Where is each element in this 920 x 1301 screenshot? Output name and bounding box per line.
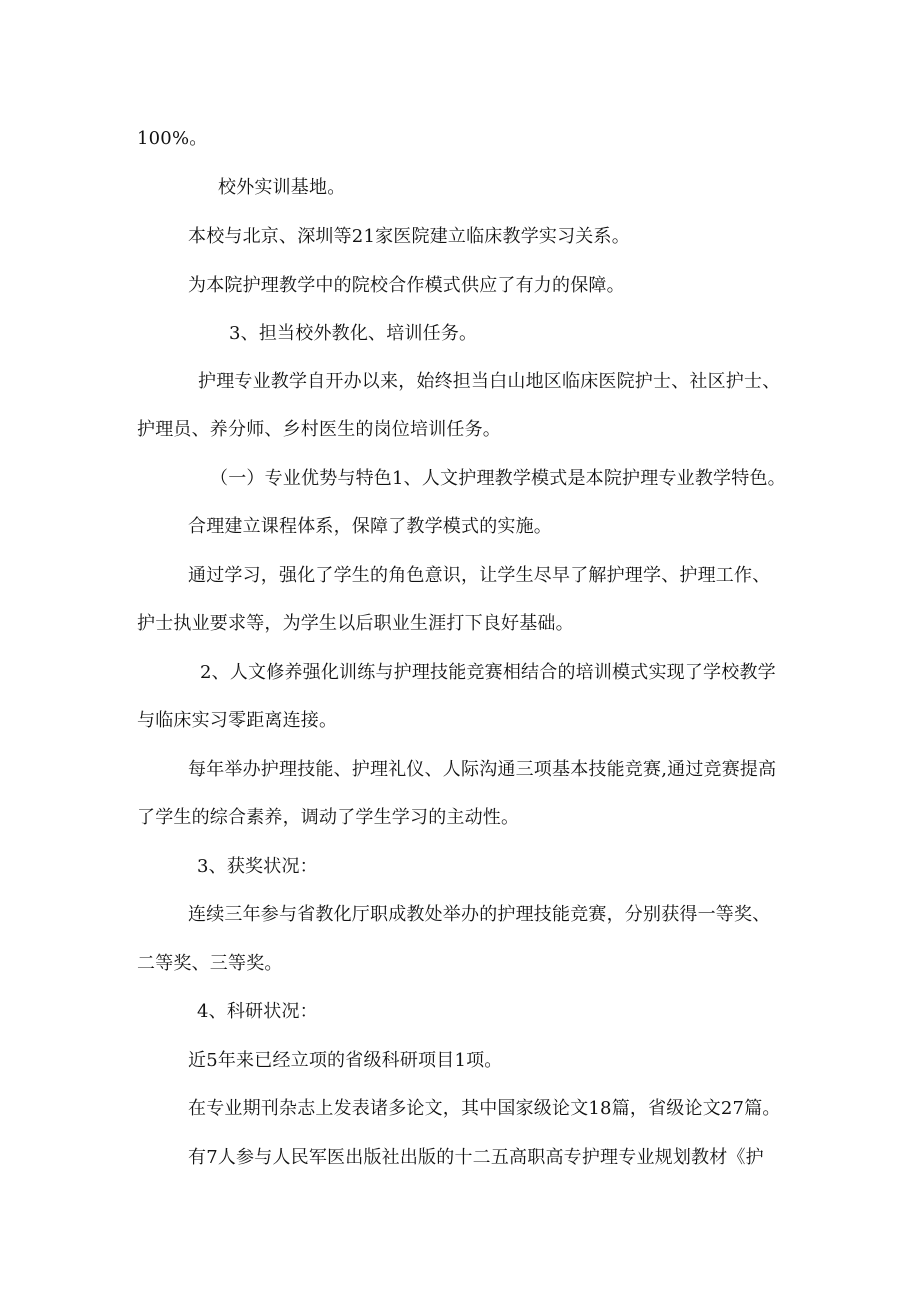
text-line-1: 100%。 (137, 128, 208, 149)
text-line-7: 护理员、养分师、乡村医生的岗位培训任务。 (137, 419, 501, 440)
text-line-17: 连续三年参与省教化厅职成教处举办的护理技能竞赛，分别获得一等奖、 (188, 904, 771, 925)
text-line-18: 二等奖、三等奖。 (137, 953, 283, 974)
text-line-14: 每年举办护理技能、护理礼仪、人际沟通三项基本技能竞赛,通过竞赛提高 (188, 759, 777, 780)
text-line-12: 2、人文修养强化训练与护理技能竞赛相结合的培训模式实现了学校教学 (200, 662, 776, 683)
text-line-11: 护士执业要求等，为学生以后职业生涯打下良好基础。 (137, 613, 574, 634)
text-line-19: 4、科研状况： (197, 1001, 318, 1022)
text-line-9: 合理建立课程体系，保障了教学模式的实施。 (188, 516, 552, 537)
text-line-4: 为本院护理教学中的院校合作模式供应了有力的保障。 (188, 275, 625, 296)
text-line-15: 了学生的综合素养，调动了学生学习的主动性。 (137, 807, 520, 828)
text-line-6: 护理专业教学自开办以来，始终担当白山地区临床医院护士、社区护士、 (198, 371, 781, 392)
text-line-21: 在专业期刊杂志上发表诸多论文，其中国家级论文18篇，省级论文27篇。 (188, 1098, 781, 1119)
text-line-10: 通过学习，强化了学生的角色意识，让学生尽早了解护理学、护理工作、 (188, 565, 771, 586)
text-line-5: 3、担当校外教化、培训任务。 (229, 323, 478, 344)
text-line-3: 本校与北京、深圳等21家医院建立临床教学实习关系。 (188, 226, 630, 247)
text-line-16: 3、获奖状况： (197, 856, 318, 877)
text-line-13: 与临床实习零距离连接。 (137, 710, 338, 731)
text-line-8: （一）专业优势与特色1、人文护理教学模式是本院护理专业教学特色。 (210, 468, 786, 489)
text-line-20: 近5年来已经立项的省级科研项目1项。 (188, 1050, 503, 1071)
text-line-2: 校外实训基地。 (218, 177, 346, 198)
text-line-22: 有7人参与人民军医出版社出版的十二五高职高专护理专业规划教材《护 (188, 1147, 764, 1168)
